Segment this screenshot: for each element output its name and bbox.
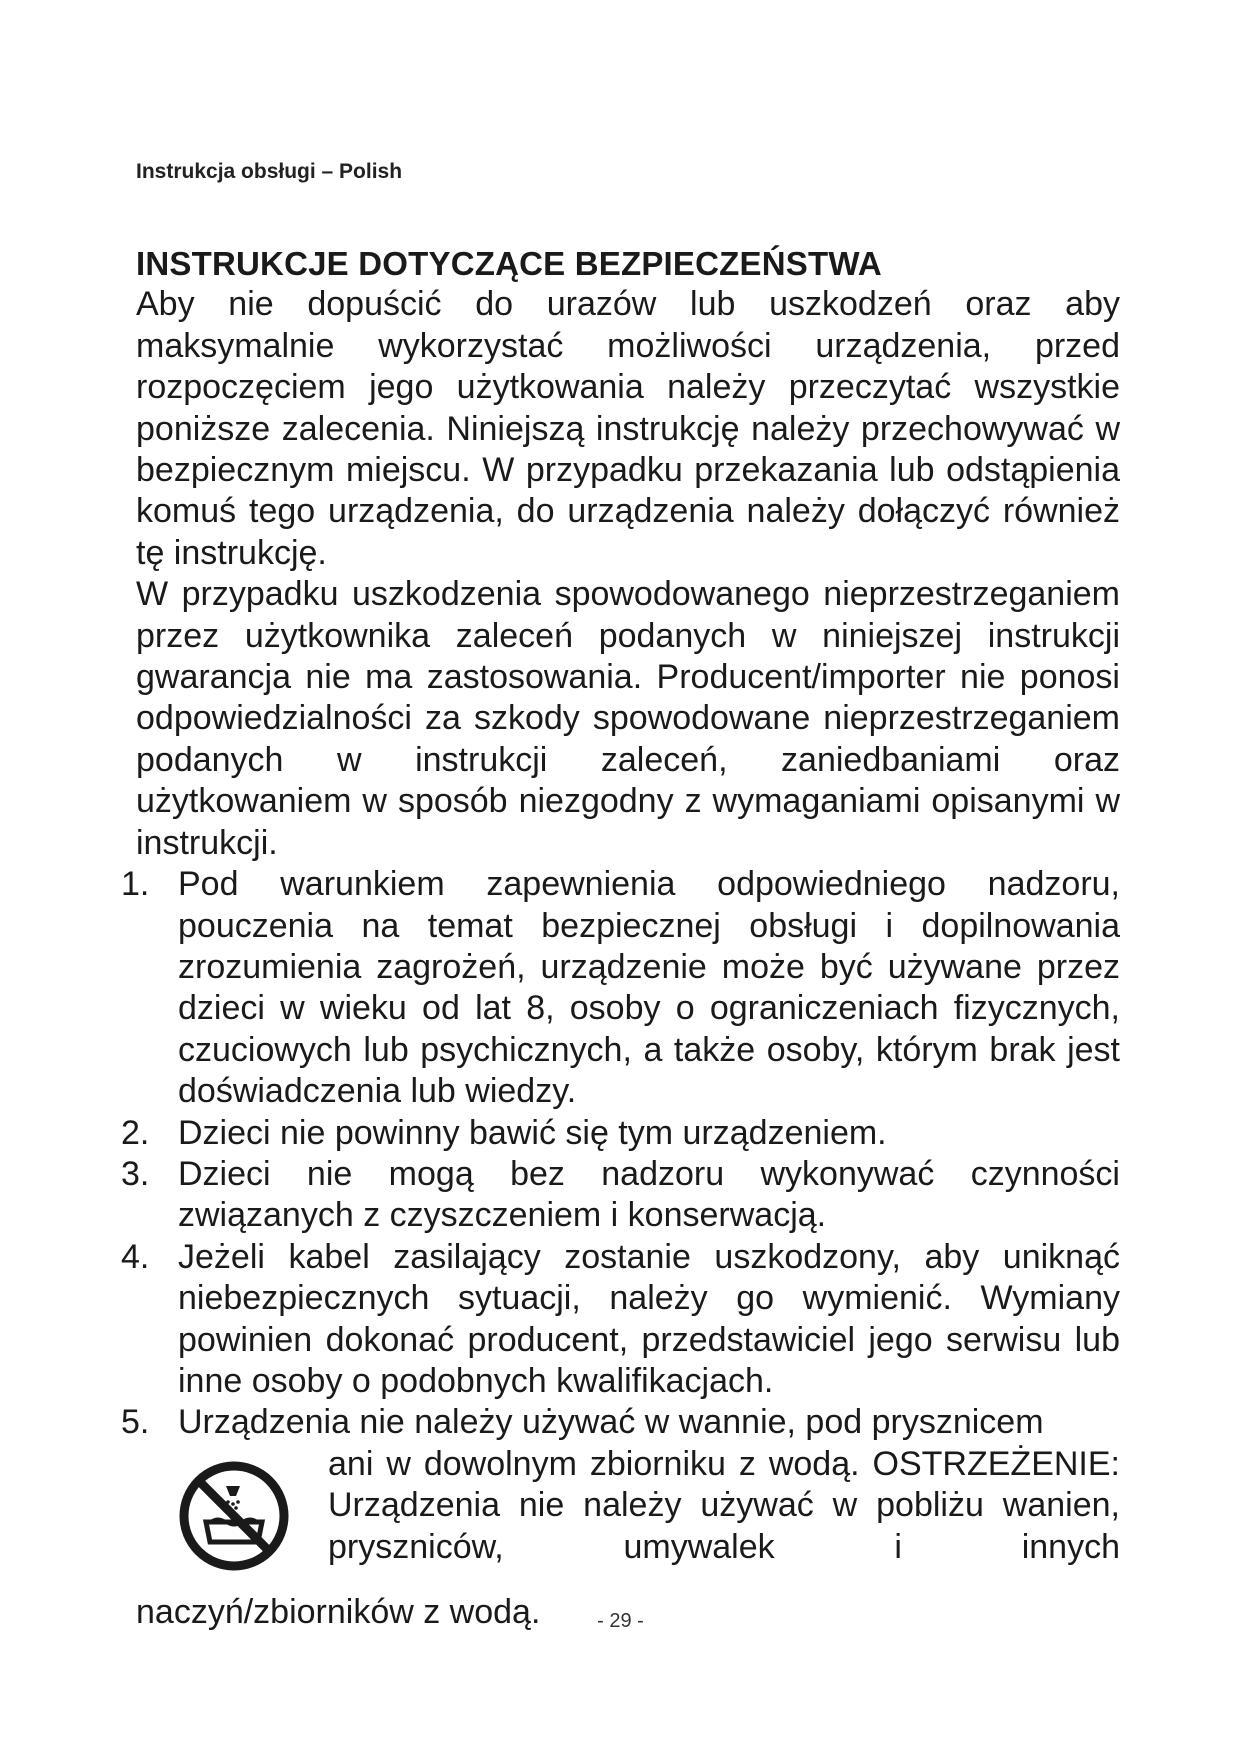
list-item-text: Jeżeli kabel zasilający zostanie uszkodzony, aby uniknąć niebezpiecznych sytuacji, należy go wymienić. Wymiany powinien dokonać producent, przedstawiciel jego serwisu lub inne osoby o podobnych kwalifikacjach. [178,1237,1120,1400]
intro-paragraph-1: Aby nie dopuścić do urazów lub uszkodzeń oraz aby maksymalnie wykorzystać możliwości urządzenia, przed rozpoczęciem jego użytkowania należy przeczytać wszystkie poniższe zalecenia. Niniejszą instrukcję należy przechowywać w bezpiecznym miejscu. W przypadku przekazania lub odstąpienia komuś tego urządzenia, do urządzenia należy dołączyć również tę instrukcję. [136,285,1120,572]
list-item-text: Pod warunkiem zapewnienia odpowiedniego nadzoru, pouczenia na temat bezpiecznej obsługi i dopilnowania zrozumienia zagrożeń, urządzenie może być używane przez dzieci w wieku od lat 8, osoby o ograniczeniach fizycznych, czuciowych lub psychicznych, a także osoby, którym brak jest doświadczenia lub wiedzy. [178,865,1120,1111]
content [121,243,1120,1633]
list-item-number: 2. [121,1113,150,1152]
list-item [121,1113,1120,1154]
list-item-number: 3. [121,1154,150,1193]
list-item [121,1402,1120,1633]
list-item [121,1154,1120,1237]
list-item-text-first-line: Urządzenia nie należy używać w wannie, pod prysznicem [178,1403,1044,1442]
intro-paragraph-2: W przypadku uszkodzenia spowodowanego nieprzestrzeganiem przez użytkownika zaleceń podanych w niniejszej instrukcji gwarancja nie ma zastosowania. Producent/importer nie ponosi odpowiedzialności za szkody spowodowane nieprzestrzeganiem podanych w instrukcji zaleceń, zaniedbaniami oraz użytkowaniem w sposób niezgodny z wymaganiami opisanymi w instrukcji. [136,575,1120,862]
list-item-text-last-line: naczyń/zbiorników z wodą. [136,1592,541,1631]
section-title: INSTRUKCJE DOTYCZĄCE BEZPIECZEŃSTWA [136,245,882,282]
list-item-number: 1. [121,865,150,904]
list-item [121,1237,1120,1403]
safety-list [121,864,1120,1633]
warning-row [136,1444,1120,1592]
no-bath-water-icon [136,1444,328,1592]
list-item-text: Dzieci nie mogą bez nadzoru wykonywać czynności związanych z czyszczeniem i konserwacją. [178,1154,1120,1235]
list-item-number: 5. [121,1403,150,1442]
list-item [121,864,1120,1112]
warning-text: ani w dowolnym zbiorniku z wodą. OSTRZEŻENIE: Urządzenia nie należy używać w pobliżu wanien, pryszniców, umywalek i innych [328,1444,1120,1566]
list-item-number: 4. [121,1237,150,1276]
no-bath-water-icon-graphic [178,1460,290,1572]
page-header: Instrukcja obsługi – Polish [136,160,403,183]
list-item-text: Dzieci nie powinny bawić się tym urządzeniem. [178,1113,887,1152]
page-number: - 29 - [597,1610,644,1632]
